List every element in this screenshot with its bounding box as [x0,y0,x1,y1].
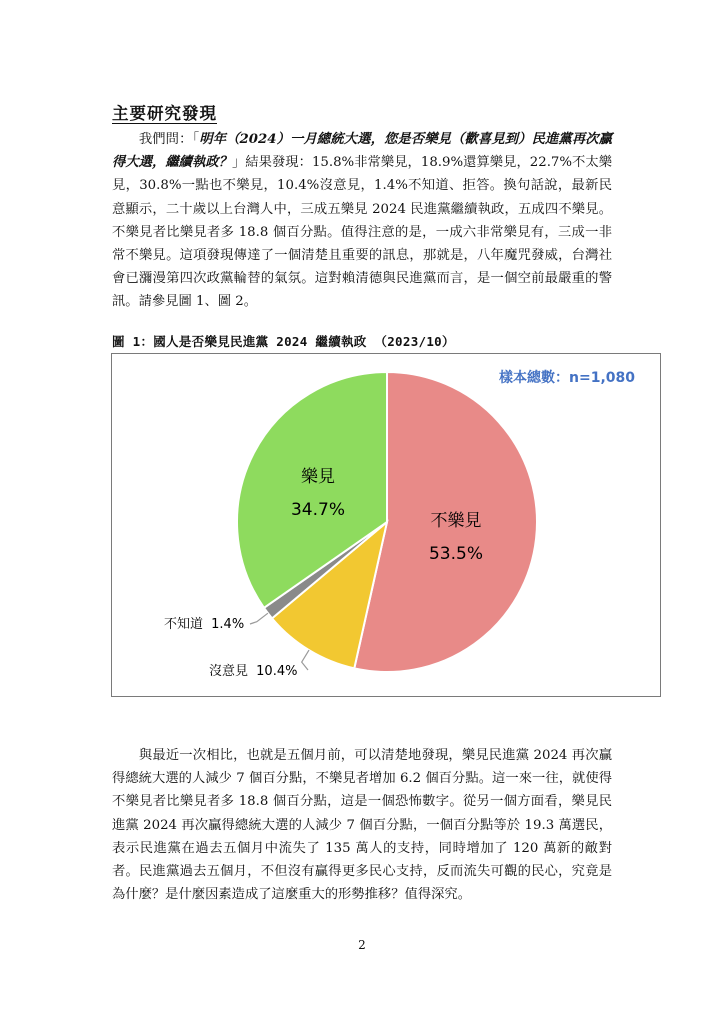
slice-label-no-opinion: 沒意見 [209,664,249,679]
pie-chart [112,354,662,698]
page-number: 2 [358,938,366,952]
sample-size-note: 樣本總數：n=1,080 [499,370,635,386]
paragraph-results: 」結果發現：15.8%非常樂見，18.9%還算樂見，22.7%不太樂見，30.8%一點也不樂見，10.4%沒意見，1.4%不知道、拒答。換句話說，最新民意顯示，二十歲以上台灣人中，三成五樂見 2024 民進黨繼續執政，五成四不樂見。不樂見者比樂見者多 18.8 個百分點。值得注意的是，一成六非常樂見有，三成一非常不樂見。這項發現傳達了一個清楚且重要的訊息，那就是，八年魔咒發威，台灣社會已瀰漫第四次政黨輪替的氣氛。這對賴清德與民進黨而言，是一個空前最嚴重的警訊。請參見圖 1、圖 2。 [112,155,612,310]
paragraph-findings [112,128,612,314]
slice-label-favorable: 樂見 [301,467,335,487]
slice-label-unfavorable: 不樂見 [430,511,482,531]
slice-value-no-opinion: 10.4% [256,664,298,679]
slice-value-favorable: 34.7% [290,500,346,520]
leader-line-unknown [250,613,268,624]
slice-label-unknown: 不知道 [164,617,204,632]
figure-caption: 圖 1：國人是否樂見民進黨 2024 繼續執政 （2023/10） [112,334,455,349]
paragraph-comparison: 與最近一次相比，也就是五個月前，可以清楚地發現，樂見民進黨 2024 再次贏得總統大選的人減少 7 個百分點，不樂見者增加 6.2 個百分點。這一來一往，就使得不樂見者比樂見者多 18.8 個百分點，這是一個恐怖數字。從另一個方面看，樂見民進黨 2024 再次贏得總統大選的人減少 7 個百分點，一個百分點等於 19.3 萬選民，表示民進黨在過去五個月中流失了 135 萬人的支持，同時增加了 120 萬新的敵對者。民進黨過去五個月，不但沒有贏得更多民心支持，反而流失可觀的民心，究竟是為什麼？是什麼因素造成了這麼重大的形勢推移？值得深究。 [112,748,612,903]
svg-text:沒意見 10.4% [209,664,297,679]
leader-line-no-opinion [302,650,309,670]
slice-value-unfavorable: 53.5% [428,544,484,564]
svg-text:不知道 1.4% [164,617,244,632]
section-heading: 主要研究發現 [112,104,217,123]
slice-value-unknown: 1.4% [211,617,245,632]
paragraph-lead: 我們問：「 [112,132,200,147]
pie-chart-frame [111,353,661,697]
survey-question: 明年（2024）一月總統大選，您是否樂見（歡喜見到）民進黨再次贏得大選，繼續執政？ [112,132,612,171]
